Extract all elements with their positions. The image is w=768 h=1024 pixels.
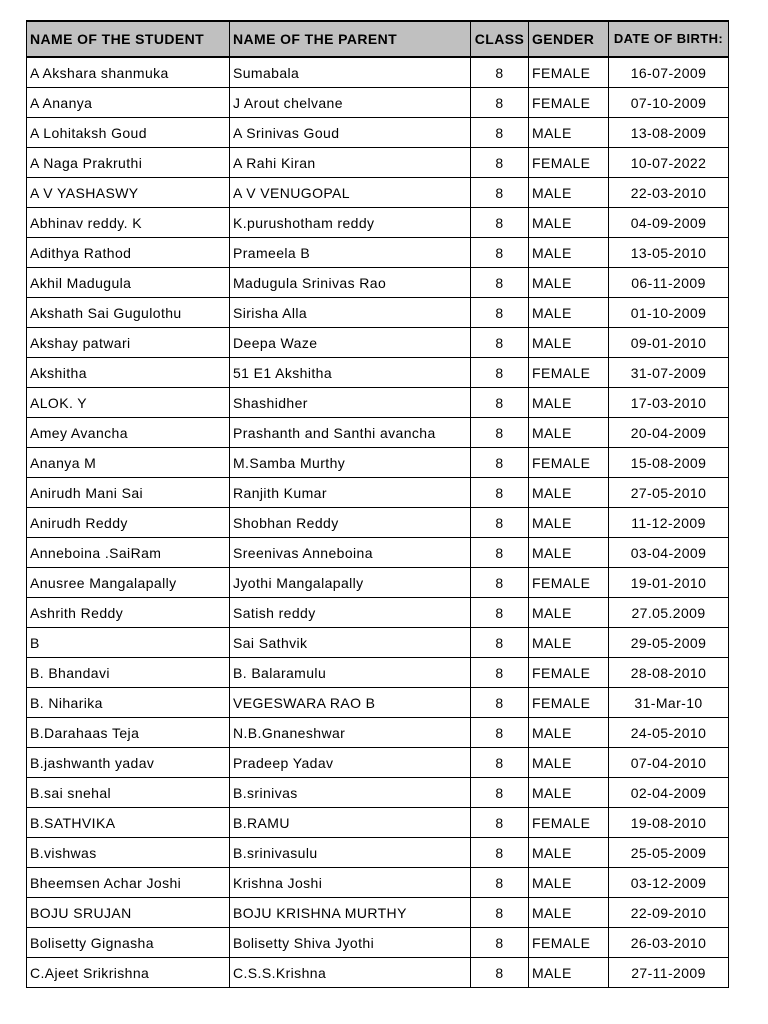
cell-parent-name: B.RAMU: [230, 808, 471, 838]
header-row: [27, 21, 729, 57]
cell-parent-name: A Rahi Kiran: [230, 148, 471, 178]
cell-class: 8: [471, 718, 529, 748]
cell-student-name: ALOK. Y: [27, 388, 230, 418]
cell-gender: FEMALE: [529, 57, 609, 88]
table-row: [27, 568, 729, 598]
cell-parent-name: C.S.S.Krishna: [230, 958, 471, 988]
table-row: [27, 418, 729, 448]
table-row: [27, 238, 729, 268]
cell-student-name: Abhinav reddy. K: [27, 208, 230, 238]
cell-parent-name: Madugula Srinivas Rao: [230, 268, 471, 298]
cell-gender: MALE: [529, 838, 609, 868]
cell-parent-name: Sreenivas Anneboina: [230, 538, 471, 568]
cell-student-name: Bolisetty Gignasha: [27, 928, 230, 958]
cell-parent-name: N.B.Gnaneshwar: [230, 718, 471, 748]
cell-parent-name: A Srinivas Goud: [230, 118, 471, 148]
cell-student-name: Akshitha: [27, 358, 230, 388]
cell-date-of-birth: 26-03-2010: [609, 928, 729, 958]
cell-student-name: Akshay patwari: [27, 328, 230, 358]
cell-student-name: B: [27, 628, 230, 658]
table-row: [27, 328, 729, 358]
cell-parent-name: Satish reddy: [230, 598, 471, 628]
cell-student-name: A Lohitaksh Goud: [27, 118, 230, 148]
cell-class: 8: [471, 928, 529, 958]
cell-gender: MALE: [529, 898, 609, 928]
cell-class: 8: [471, 148, 529, 178]
table-row: [27, 868, 729, 898]
cell-gender: MALE: [529, 298, 609, 328]
cell-gender: MALE: [529, 268, 609, 298]
cell-date-of-birth: 07-10-2009: [609, 88, 729, 118]
header-date-of-birth: DATE OF BIRTH:: [609, 21, 729, 57]
table-row: [27, 808, 729, 838]
cell-class: 8: [471, 508, 529, 538]
cell-gender: MALE: [529, 508, 609, 538]
cell-class: 8: [471, 238, 529, 268]
table-row: [27, 268, 729, 298]
table-row: [27, 538, 729, 568]
cell-student-name: C.Ajeet Srikrishna: [27, 958, 230, 988]
cell-parent-name: Deepa Waze: [230, 328, 471, 358]
table-row: [27, 208, 729, 238]
cell-student-name: Bheemsen Achar Joshi: [27, 868, 230, 898]
cell-parent-name: Jyothi Mangalapally: [230, 568, 471, 598]
cell-class: 8: [471, 568, 529, 598]
cell-parent-name: M.Samba Murthy: [230, 448, 471, 478]
cell-class: 8: [471, 628, 529, 658]
cell-parent-name: VEGESWARA RAO B: [230, 688, 471, 718]
cell-gender: MALE: [529, 478, 609, 508]
cell-gender: FEMALE: [529, 928, 609, 958]
cell-date-of-birth: 31-Mar-10: [609, 688, 729, 718]
cell-parent-name: J Arout chelvane: [230, 88, 471, 118]
cell-class: 8: [471, 418, 529, 448]
table-row: [27, 898, 729, 928]
cell-student-name: Anirudh Mani Sai: [27, 478, 230, 508]
table-row: [27, 958, 729, 988]
cell-class: 8: [471, 898, 529, 928]
cell-gender: MALE: [529, 958, 609, 988]
cell-gender: MALE: [529, 538, 609, 568]
cell-student-name: BOJU SRUJAN: [27, 898, 230, 928]
cell-student-name: A V YASHASWY: [27, 178, 230, 208]
cell-class: 8: [471, 57, 529, 88]
cell-student-name: A Ananya: [27, 88, 230, 118]
cell-date-of-birth: 09-01-2010: [609, 328, 729, 358]
cell-gender: FEMALE: [529, 88, 609, 118]
table-row: [27, 88, 729, 118]
cell-date-of-birth: 16-07-2009: [609, 57, 729, 88]
cell-gender: FEMALE: [529, 568, 609, 598]
cell-class: 8: [471, 328, 529, 358]
cell-class: 8: [471, 208, 529, 238]
cell-date-of-birth: 07-04-2010: [609, 748, 729, 778]
cell-class: 8: [471, 958, 529, 988]
cell-parent-name: Shobhan Reddy: [230, 508, 471, 538]
cell-gender: FEMALE: [529, 448, 609, 478]
cell-date-of-birth: 13-08-2009: [609, 118, 729, 148]
cell-student-name: B.SATHVIKA: [27, 808, 230, 838]
cell-date-of-birth: 17-03-2010: [609, 388, 729, 418]
cell-class: 8: [471, 748, 529, 778]
cell-student-name: B.jashwanth yadav: [27, 748, 230, 778]
cell-date-of-birth: 04-09-2009: [609, 208, 729, 238]
cell-parent-name: 51 E1 Akshitha: [230, 358, 471, 388]
cell-student-name: Akhil Madugula: [27, 268, 230, 298]
cell-gender: MALE: [529, 718, 609, 748]
table-row: [27, 778, 729, 808]
cell-class: 8: [471, 808, 529, 838]
cell-class: 8: [471, 358, 529, 388]
table-row: [27, 748, 729, 778]
cell-date-of-birth: 03-12-2009: [609, 868, 729, 898]
cell-date-of-birth: 25-05-2009: [609, 838, 729, 868]
cell-gender: FEMALE: [529, 808, 609, 838]
table-row: [27, 478, 729, 508]
cell-parent-name: Bolisetty Shiva Jyothi: [230, 928, 471, 958]
cell-date-of-birth: 22-09-2010: [609, 898, 729, 928]
cell-gender: MALE: [529, 868, 609, 898]
header-student-name: NAME OF THE STUDENT: [27, 21, 230, 57]
table-row: [27, 718, 729, 748]
cell-gender: MALE: [529, 778, 609, 808]
cell-parent-name: Shashidher: [230, 388, 471, 418]
header-class: CLASS: [471, 21, 529, 57]
cell-parent-name: A V VENUGOPAL: [230, 178, 471, 208]
cell-class: 8: [471, 688, 529, 718]
cell-date-of-birth: 19-08-2010: [609, 808, 729, 838]
cell-date-of-birth: 31-07-2009: [609, 358, 729, 388]
cell-gender: MALE: [529, 328, 609, 358]
cell-date-of-birth: 29-05-2009: [609, 628, 729, 658]
cell-date-of-birth: 06-11-2009: [609, 268, 729, 298]
cell-class: 8: [471, 178, 529, 208]
table-row: [27, 57, 729, 88]
cell-student-name: A Naga Prakruthi: [27, 148, 230, 178]
cell-student-name: Ananya M: [27, 448, 230, 478]
cell-gender: MALE: [529, 178, 609, 208]
cell-student-name: B.sai snehal: [27, 778, 230, 808]
table-row: [27, 688, 729, 718]
cell-gender: FEMALE: [529, 658, 609, 688]
cell-class: 8: [471, 388, 529, 418]
cell-student-name: Anirudh Reddy: [27, 508, 230, 538]
cell-date-of-birth: 22-03-2010: [609, 178, 729, 208]
cell-class: 8: [471, 538, 529, 568]
cell-student-name: Anusree Mangalapally: [27, 568, 230, 598]
student-list-sheet: [26, 20, 728, 988]
cell-date-of-birth: 01-10-2009: [609, 298, 729, 328]
cell-gender: FEMALE: [529, 688, 609, 718]
cell-parent-name: BOJU KRISHNA MURTHY: [230, 898, 471, 928]
cell-class: 8: [471, 658, 529, 688]
table-row: [27, 118, 729, 148]
cell-parent-name: Ranjith Kumar: [230, 478, 471, 508]
cell-gender: MALE: [529, 748, 609, 778]
cell-parent-name: Sirisha Alla: [230, 298, 471, 328]
table-row: [27, 388, 729, 418]
cell-date-of-birth: 03-04-2009: [609, 538, 729, 568]
cell-student-name: A Akshara shanmuka: [27, 57, 230, 88]
cell-parent-name: K.purushotham reddy: [230, 208, 471, 238]
cell-date-of-birth: 11-12-2009: [609, 508, 729, 538]
cell-parent-name: B.srinivasulu: [230, 838, 471, 868]
cell-gender: MALE: [529, 628, 609, 658]
cell-student-name: B.Darahaas Teja: [27, 718, 230, 748]
table-row: [27, 598, 729, 628]
cell-class: 8: [471, 868, 529, 898]
cell-gender: MALE: [529, 238, 609, 268]
cell-date-of-birth: 27.05.2009: [609, 598, 729, 628]
cell-gender: MALE: [529, 118, 609, 148]
cell-parent-name: Prameela B: [230, 238, 471, 268]
cell-parent-name: Krishna Joshi: [230, 868, 471, 898]
cell-date-of-birth: 27-11-2009: [609, 958, 729, 988]
table-row: [27, 178, 729, 208]
cell-gender: MALE: [529, 418, 609, 448]
cell-parent-name: B. Balaramulu: [230, 658, 471, 688]
cell-date-of-birth: 27-05-2010: [609, 478, 729, 508]
table-row: [27, 628, 729, 658]
cell-class: 8: [471, 778, 529, 808]
student-table: [26, 20, 729, 988]
cell-class: 8: [471, 598, 529, 628]
cell-parent-name: B.srinivas: [230, 778, 471, 808]
table-row: [27, 658, 729, 688]
cell-gender: FEMALE: [529, 358, 609, 388]
cell-class: 8: [471, 448, 529, 478]
table-body: [27, 57, 729, 988]
cell-parent-name: Sai Sathvik: [230, 628, 471, 658]
cell-class: 8: [471, 478, 529, 508]
cell-gender: MALE: [529, 208, 609, 238]
cell-date-of-birth: 28-08-2010: [609, 658, 729, 688]
cell-date-of-birth: 24-05-2010: [609, 718, 729, 748]
cell-parent-name: Pradeep Yadav: [230, 748, 471, 778]
cell-date-of-birth: 20-04-2009: [609, 418, 729, 448]
cell-student-name: B.vishwas: [27, 838, 230, 868]
cell-student-name: Ashrith Reddy: [27, 598, 230, 628]
cell-date-of-birth: 10-07-2022: [609, 148, 729, 178]
table-row: [27, 928, 729, 958]
header-gender: GENDER: [529, 21, 609, 57]
cell-gender: MALE: [529, 388, 609, 418]
cell-gender: MALE: [529, 598, 609, 628]
cell-date-of-birth: 13-05-2010: [609, 238, 729, 268]
cell-student-name: Anneboina .SaiRam: [27, 538, 230, 568]
cell-class: 8: [471, 88, 529, 118]
table-row: [27, 358, 729, 388]
cell-class: 8: [471, 298, 529, 328]
cell-parent-name: Sumabala: [230, 57, 471, 88]
table-row: [27, 148, 729, 178]
table-row: [27, 298, 729, 328]
cell-class: 8: [471, 838, 529, 868]
table-row: [27, 838, 729, 868]
cell-student-name: B. Bhandavi: [27, 658, 230, 688]
cell-class: 8: [471, 268, 529, 298]
cell-gender: FEMALE: [529, 148, 609, 178]
table-row: [27, 508, 729, 538]
cell-class: 8: [471, 118, 529, 148]
cell-student-name: B. Niharika: [27, 688, 230, 718]
cell-student-name: Akshath Sai Gugulothu: [27, 298, 230, 328]
cell-date-of-birth: 02-04-2009: [609, 778, 729, 808]
table-row: [27, 448, 729, 478]
cell-parent-name: Prashanth and Santhi avancha: [230, 418, 471, 448]
cell-student-name: Amey Avancha: [27, 418, 230, 448]
cell-date-of-birth: 19-01-2010: [609, 568, 729, 598]
header-parent-name: NAME OF THE PARENT: [230, 21, 471, 57]
cell-student-name: Adithya Rathod: [27, 238, 230, 268]
cell-date-of-birth: 15-08-2009: [609, 448, 729, 478]
